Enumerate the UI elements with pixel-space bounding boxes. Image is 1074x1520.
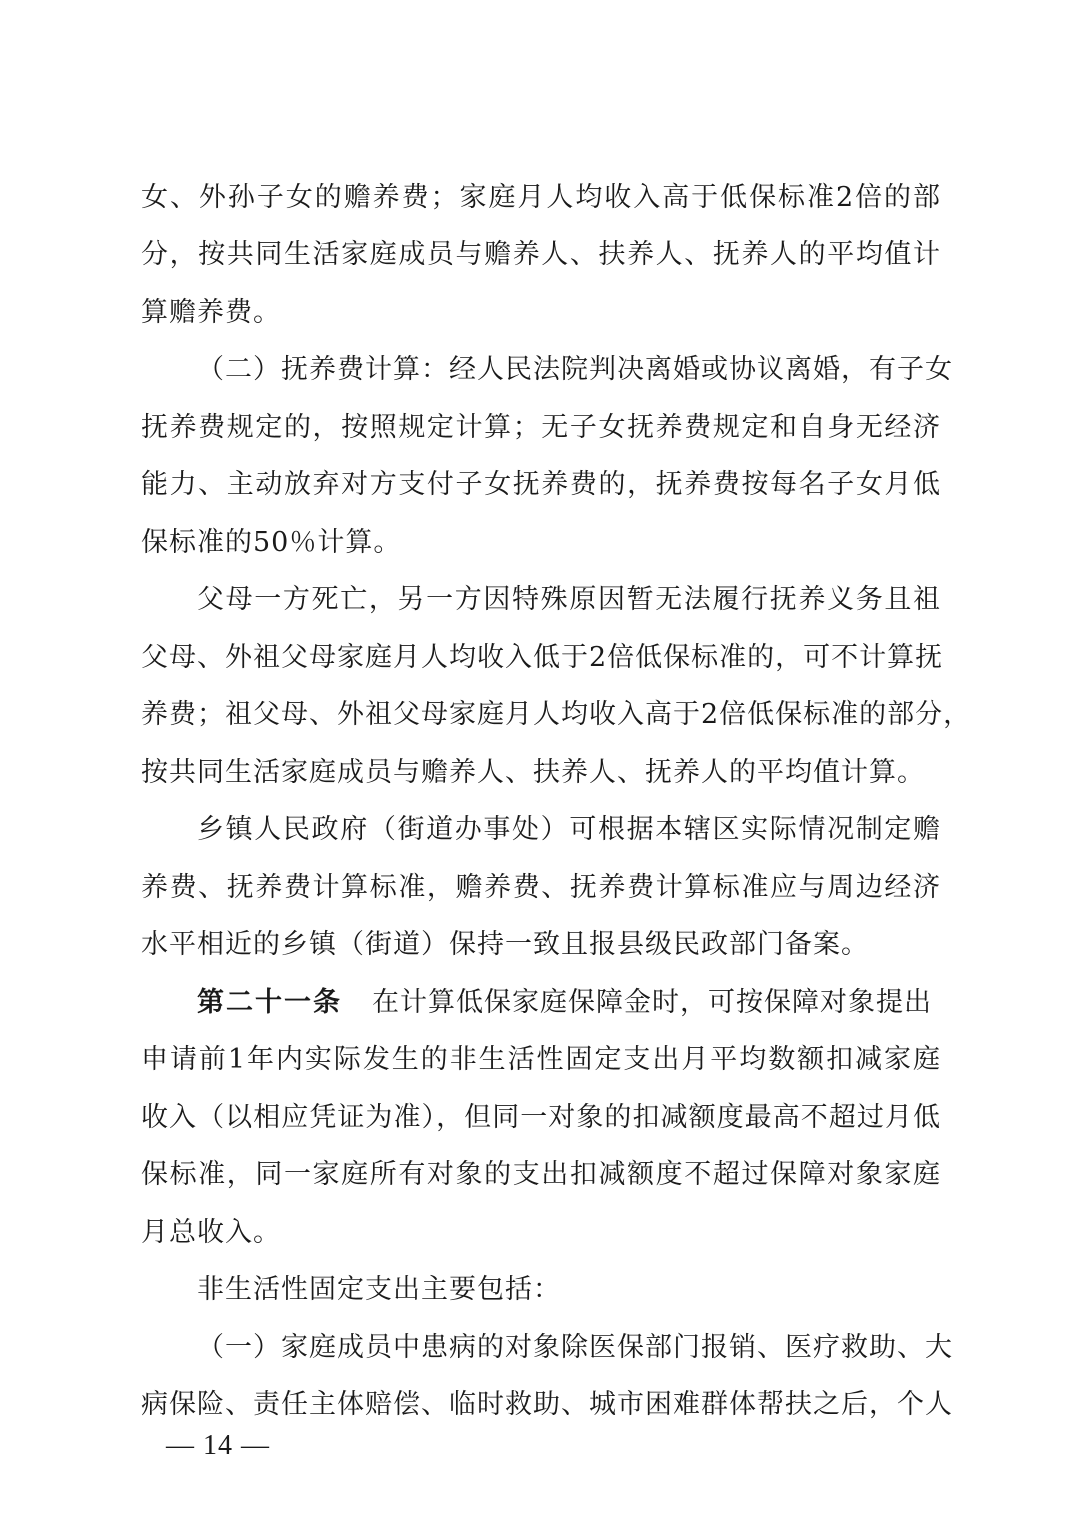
text-line: 父母、外祖父母家庭月人均收入低于2倍低保标准的，可不计算抚 bbox=[141, 642, 944, 673]
text-line: 月总收入。 bbox=[141, 1217, 281, 1248]
text-line: 水平相近的乡镇（街道）保持一致且报县级民政部门备案。 bbox=[141, 929, 869, 960]
text-line: 能力、主动放弃对方支付子女抚养费的，抚养费按每名子女月低 bbox=[141, 469, 941, 500]
text-line: 申请前1年内实际发生的非生活性固定支出月平均数额扣减家庭 bbox=[141, 1044, 941, 1075]
text-line: 按共同生活家庭成员与赡养人、扶养人、抚养人的平均值计算。 bbox=[141, 757, 925, 788]
text-line: 乡镇人民政府（街道办事处）可根据本辖区实际情况制定赡 bbox=[197, 814, 941, 845]
text-line: 分，按共同生活家庭成员与赡养人、扶养人、抚养人的平均值计 bbox=[141, 239, 941, 270]
text-line: 算赡养费。 bbox=[141, 297, 281, 328]
text-line: 保标准的50％计算。 bbox=[141, 527, 402, 558]
page-number: — 14 — bbox=[166, 1430, 270, 1461]
text-line: 女、外孙子女的赡养费；家庭月人均收入高于低保标准2倍的部 bbox=[141, 182, 941, 213]
article-line bbox=[197, 983, 941, 1023]
text-line: 病保险、责任主体赔偿、临时救助、城市困难群体帮扶之后，个人 bbox=[141, 1389, 953, 1420]
text-line: 保标准，同一家庭所有对象的支出扣减额度不超过保障对象家庭 bbox=[141, 1159, 941, 1190]
text-line: 养费、抚养费计算标准，赡养费、抚养费计算标准应与周边经济 bbox=[141, 872, 941, 903]
text-line: 收入（以相应凭证为准），但同一对象的扣减额度最高不超过月低 bbox=[141, 1102, 941, 1133]
text-line: （一）家庭成员中患病的对象除医保部门报销、医疗救助、大 bbox=[197, 1332, 953, 1363]
text-line: 非生活性固定支出主要包括： bbox=[197, 1274, 561, 1305]
text-line: 抚养费规定的，按照规定计算；无子女抚养费规定和自身无经济 bbox=[141, 412, 941, 443]
text-span: 在计算低保家庭保障金时，可按保障对象提出 bbox=[372, 987, 932, 1018]
text-line: 养费；祖父母、外祖父母家庭月人均收入高于2倍低保标准的部分， bbox=[141, 699, 972, 730]
text-line: 父母一方死亡，另一方因特殊原因暂无法履行抚养义务且祖 bbox=[197, 584, 941, 615]
text-line: （二）抚养费计算：经人民法院判决离婚或协议离婚，有子女 bbox=[197, 354, 953, 385]
article-heading: 第二十一条 bbox=[197, 987, 342, 1018]
